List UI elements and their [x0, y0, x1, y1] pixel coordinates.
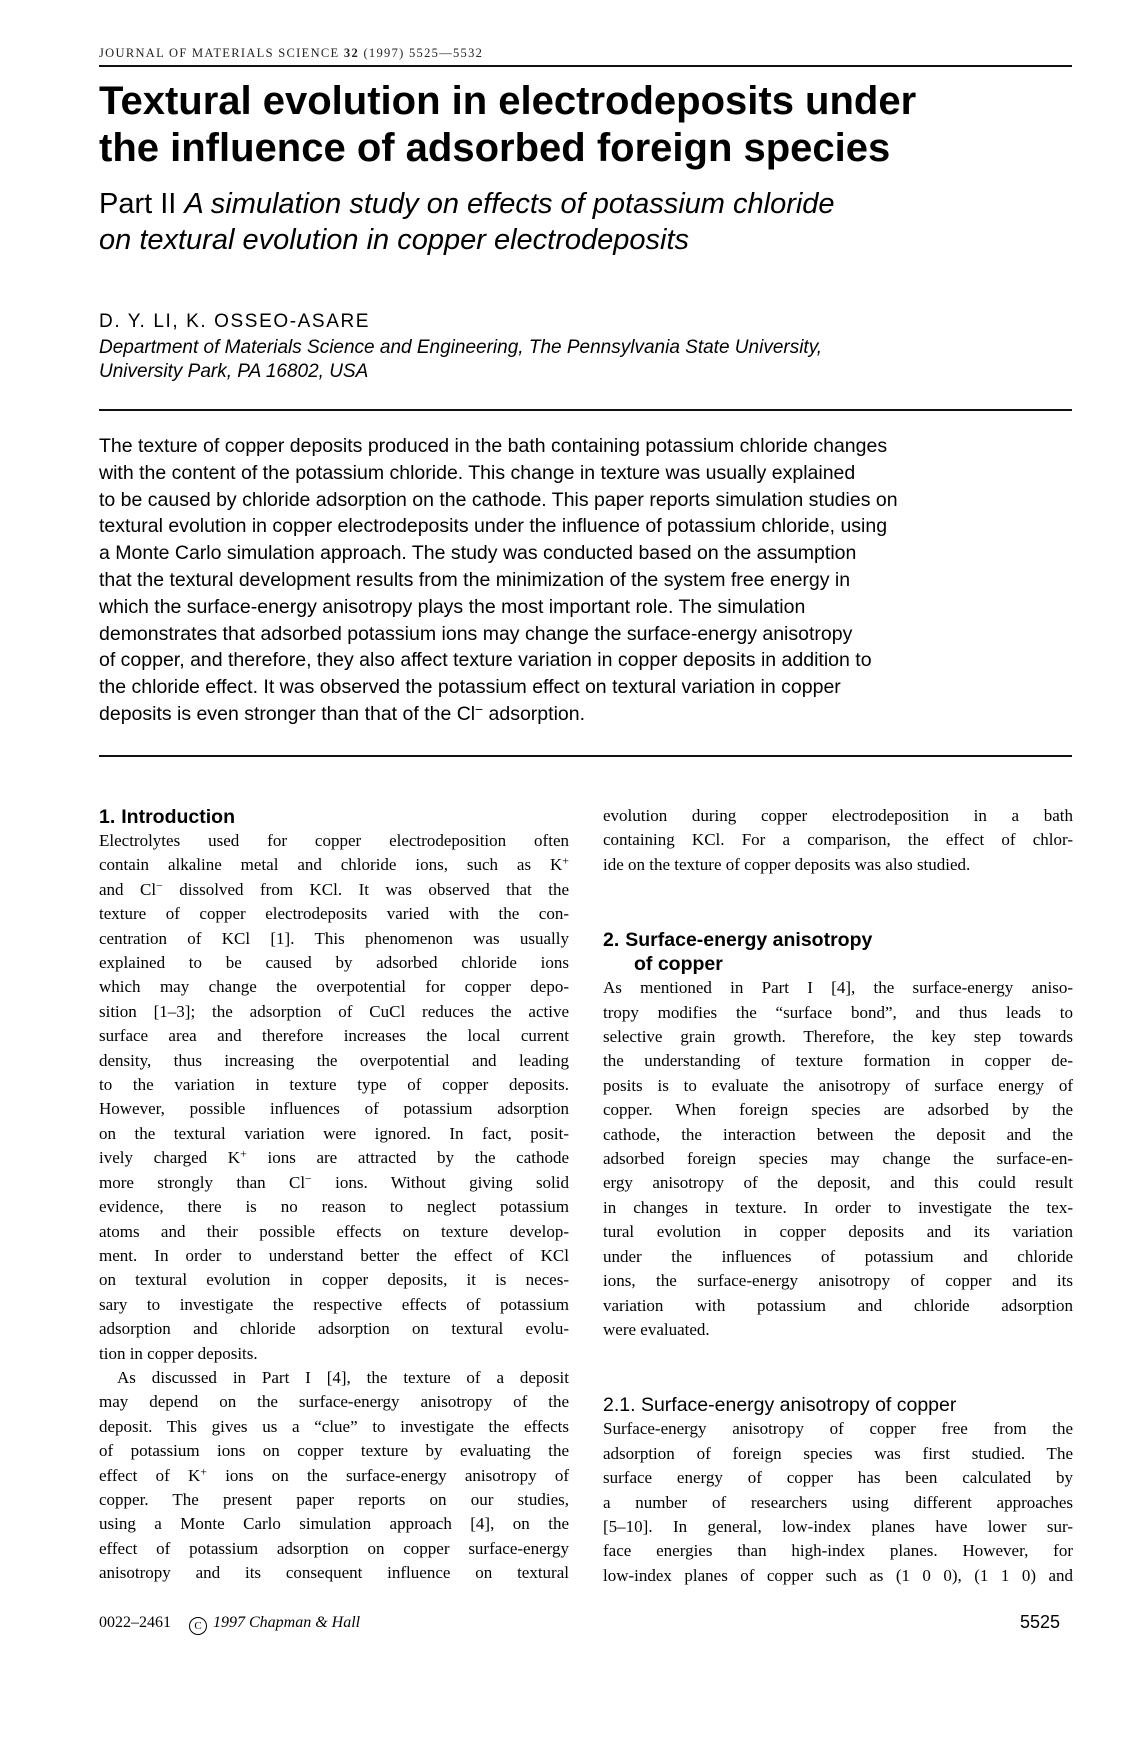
text: dissolved from KCl. It was observed that the	[162, 879, 569, 899]
paragraph	[99, 829, 569, 1366]
text-line: on textural evolution in copper deposits, it is neces-	[99, 1270, 569, 1290]
abstract-line: demonstrates that adsorbed potassium ions may change the surface-energy anisotropy	[99, 622, 853, 645]
footer-copyright	[99, 1614, 360, 1635]
abstract-line: with the content of the potassium chloride. This change in texture was usually explained	[99, 461, 856, 484]
text-line	[99, 878, 569, 902]
text-line: ions, the surface-energy anisotropy of copper and its	[603, 1271, 1073, 1291]
superscript: +	[562, 854, 569, 869]
text-line: tion in copper deposits.	[99, 1343, 258, 1363]
abstract-line: The texture of copper deposits produced in the bath containing potassium chloride changes	[99, 435, 888, 457]
text-line: on the textural variation were ignored. In fact, posit-	[99, 1123, 569, 1143]
journal-volume: 32	[343, 46, 360, 60]
text-line: face energies than high-index planes. However, for	[603, 1541, 1073, 1561]
subsection-heading: 2.1. Surface-energy anisotropy of copper	[603, 1394, 957, 1417]
text-line: ide on the texture of copper deposits was also studied.	[603, 854, 971, 874]
abstract-last-line	[99, 701, 1079, 728]
text-line: the understanding of texture formation in copper de-	[603, 1051, 1073, 1071]
text-line: texture of copper electrodeposits varied with the con-	[99, 904, 569, 924]
journal-year-pages: (1997) 5525—5532	[363, 46, 484, 60]
text-line: surface energy of copper has been calculated by	[603, 1468, 1073, 1488]
superscript: +	[200, 1464, 207, 1479]
text-line: tropy modifies the “surface bond”, and thus leads to	[603, 1002, 1073, 1022]
abstract-bottom-rule	[99, 755, 1072, 757]
abstract-line: a Monte Carlo simulation approach. The study was conducted based on the assumption	[99, 542, 857, 565]
text-line: adsorption of foreign species was first studied. The	[603, 1443, 1073, 1463]
journal-name: JOURNAL OF MATERIALS SCIENCE	[99, 46, 340, 60]
text-line: which may change the overpotential for copper depo-	[99, 977, 569, 997]
subtitle-part: Part II	[99, 188, 177, 220]
right-column	[603, 804, 1073, 1588]
copyright-icon: C	[189, 1617, 207, 1635]
running-head	[99, 46, 483, 61]
text: ions on the surface-energy anisotropy of	[206, 1465, 569, 1485]
text-line: using a Monte Carlo simulation approach [4], on the	[99, 1514, 569, 1534]
header-rule	[99, 65, 1072, 67]
section-number: 1.	[99, 806, 116, 828]
spacer	[603, 1342, 1073, 1393]
text-line: anisotropy and its consequent influence on textural	[99, 1563, 569, 1583]
subtitle-line-2: on textural evolution in copper electrodeposits	[99, 224, 690, 256]
text-line: explained to be caused by adsorbed chloride ions	[99, 953, 569, 973]
abstract-top-rule	[99, 409, 1072, 411]
text: ions. Without giving solid	[311, 1172, 570, 1192]
text-line: atoms and their possible effects on texture develop-	[99, 1221, 569, 1241]
text: more strongly than Cl	[99, 1172, 306, 1192]
superscript: −	[475, 701, 484, 717]
text-line: tural evolution in copper deposits and its variation	[603, 1222, 1073, 1242]
author-list: D. Y. LI, K. OSSEO-ASARE	[99, 311, 371, 332]
section-number: 2.	[603, 929, 620, 952]
text-line: in changes in texture. In order to investigate the tex-	[603, 1197, 1073, 1217]
text-line: low-index planes of copper such as (1 0 0), (1 1 0) and	[603, 1565, 1073, 1585]
text-line: sary to investigate the respective effects of potassium	[99, 1294, 569, 1314]
text-line	[99, 1146, 569, 1170]
text-line: deposit. This gives us a “clue” to investigate the effects	[99, 1416, 569, 1436]
abstract-line: to be caused by chloride adsorption on the cathode. This paper reports simulation studies on	[99, 488, 898, 511]
text-line: copper. When foreign species are adsorbed by the	[603, 1100, 1073, 1120]
text: effect of K	[99, 1465, 201, 1485]
author-affiliation	[99, 336, 1072, 384]
abstract-line: the chloride effect. It was observed the potassium effect on textural variation in copper	[99, 676, 841, 699]
superscript: −	[156, 878, 163, 893]
text-line: Surface-energy anisotropy of copper free from the	[603, 1419, 1073, 1439]
text-line: to the variation in texture type of copper deposits.	[99, 1075, 569, 1095]
text-line: ment. In order to understand better the effect of KCl	[99, 1245, 569, 1265]
text: and Cl	[99, 879, 157, 899]
publisher: 1997 Chapman & Hall	[213, 1614, 361, 1631]
text-line: However, possible influences of potassium adsorption	[99, 1099, 569, 1119]
text-line: As mentioned in Part I [4], the surface-energy aniso-	[603, 978, 1073, 998]
text-line: density, thus increasing the overpotential and leading	[99, 1050, 569, 1070]
text-line: Electrolytes used for copper electrodeposition often	[99, 831, 569, 850]
text-line: As discussed in Part I [4], the texture of a deposit	[117, 1367, 569, 1387]
section-heading-surface-energy	[603, 928, 1073, 976]
abstract-line: of copper, and therefore, they also affect texture variation in copper deposits in addition to	[99, 649, 872, 672]
affiliation-line-1: Department of Materials Science and Engineering, The Pennsylvania State University,	[99, 337, 823, 358]
abstract-line: that the textural development results from the minimization of the system free energy in	[99, 568, 851, 591]
text-line: may depend on the surface-energy anisotropy of the	[99, 1392, 569, 1412]
text-line: sition [1–3]; the adsorption of CuCl reduces the active	[99, 1001, 569, 1021]
text-line: cathode, the interaction between the deposit and the	[603, 1124, 1073, 1144]
text-line: variation with potassium and chloride adsorption	[603, 1295, 1073, 1315]
text: ions are attracted by the cathode	[246, 1148, 570, 1168]
superscript: +	[240, 1146, 247, 1161]
subtitle-line-1	[99, 186, 1072, 222]
paragraph	[603, 1417, 1073, 1588]
text-line	[99, 853, 569, 877]
text-line: were evaluated.	[603, 1319, 710, 1339]
text-line: a number of researchers using different approaches	[603, 1492, 1073, 1512]
text-line	[99, 1171, 569, 1195]
text-line: selective grain growth. Therefore, the key step towards	[603, 1027, 1073, 1047]
paragraph	[99, 1366, 569, 1586]
text-line: surface area and therefore increases the local current	[99, 1026, 569, 1046]
text-line: adsorbed foreign species may change the surface-en-	[603, 1149, 1073, 1169]
superscript: −	[305, 1171, 312, 1186]
text: contain alkaline metal and chloride ions, such as K	[99, 855, 563, 875]
paragraph	[603, 976, 1073, 1342]
text-line: centration of KCl [1]. This phenomenon was usually	[99, 928, 569, 948]
abstract	[99, 433, 1079, 728]
text-line: [5–10]. In general, low-index planes have lower sur-	[603, 1516, 1073, 1536]
text-line: evidence, there is no reason to neglect potassium	[99, 1197, 569, 1217]
page-number: 5525	[1020, 1612, 1061, 1632]
section-title: Introduction	[121, 806, 235, 828]
title-line-2: the influence of adsorbed foreign species	[99, 126, 891, 170]
section-title-continued: of copper	[634, 953, 723, 976]
text-line: of potassium ions on copper texture by evaluating the	[99, 1441, 569, 1461]
paragraph	[603, 804, 1073, 877]
abstract-line: textural evolution in copper electrodeposits under the influence of potassium chloride, using	[99, 515, 888, 538]
article-title	[99, 78, 1072, 172]
affiliation-line-2: University Park, PA 16802, USA	[99, 361, 369, 382]
issn: 0022–2461	[99, 1614, 171, 1631]
abstract-text: deposits is even stronger than that of the Cl	[99, 702, 476, 725]
text-line: effect of potassium adsorption on copper surface-energy	[99, 1538, 569, 1558]
text-line: containing KCl. For a comparison, the effect of chlor-	[603, 830, 1073, 850]
article-subtitle	[99, 186, 1072, 258]
text-line: under the influences of potassium and chloride	[603, 1246, 1073, 1266]
text-line	[99, 1464, 569, 1488]
text-line: evolution during copper electrodeposition in a bath	[603, 806, 1073, 825]
section-title: Surface-energy anisotropy	[625, 929, 873, 952]
section-heading-introduction	[99, 805, 569, 829]
subtitle-italic-1: A simulation study on effects of potassium chloride	[184, 188, 835, 220]
text-line: ergy anisotropy of the deposit, and this could result	[603, 1173, 1073, 1193]
abstract-line: which the surface-energy anisotropy plays the most important role. The simulation	[99, 595, 806, 618]
text-line: posits is to evaluate the anisotropy of surface energy of	[603, 1075, 1073, 1095]
text-line: copper. The present paper reports on our studies,	[99, 1489, 569, 1509]
spacer	[603, 877, 1073, 928]
text-line: adsorption and chloride adsorption on textural evolu-	[99, 1319, 569, 1339]
left-column	[99, 805, 569, 1586]
title-line-1: Textural evolution in electrodeposits under	[99, 79, 917, 123]
text: ively charged K	[99, 1148, 241, 1168]
abstract-text: adsorption.	[483, 702, 586, 725]
